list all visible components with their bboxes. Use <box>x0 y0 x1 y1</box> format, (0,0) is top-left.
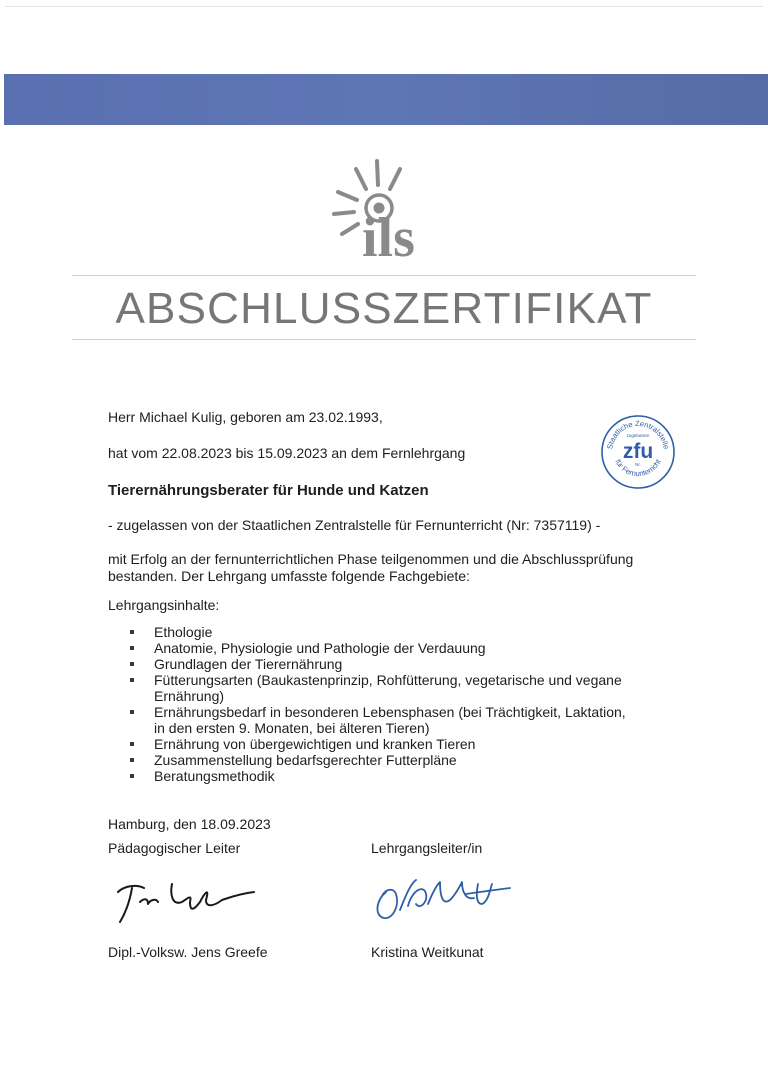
title-rule-top <box>72 275 696 276</box>
svg-text:Staatliche Zentralstelle: Staatliche Zentralstelle <box>605 418 671 450</box>
left-signatory-role: Pädagogischer Leiter <box>108 840 241 856</box>
list-item: Ernährungsbedarf in besonderen Lebensphasen (bei Trächtigkeit, Laktation, in den ersten 9. Monaten, bei älteren Tieren) <box>108 704 628 736</box>
list-item: Beratungsmethodik <box>108 768 628 784</box>
right-signatory-role: Lehrgangsleiter/in <box>371 840 483 856</box>
zfu-seal <box>600 414 676 490</box>
ils-logo <box>320 156 450 266</box>
right-signature <box>370 870 515 930</box>
list-item: Ethologie <box>108 624 628 640</box>
course-name: Tierernährungsberater für Hunde und Katzen <box>108 482 429 499</box>
list-item: Anatomie, Physiologie und Pathologie der Verdauung <box>108 640 628 656</box>
left-signatory-name: Dipl.-Volksw. Jens Greefe <box>108 944 268 960</box>
recipient-line: Herr Michael Kulig, geboren am 23.02.1993, <box>108 409 383 425</box>
left-signature <box>110 872 260 932</box>
svg-text:Nr.: Nr. <box>635 462 641 467</box>
period-line: hat vom 22.08.2023 bis 15.09.2023 an dem Fernlehrgang <box>108 445 466 461</box>
list-item: Zusammenstellung bedarfsgerechter Futterpläne <box>108 752 628 768</box>
title-rule-bottom <box>72 339 696 340</box>
contents-heading: Lehrgangsinhalte: <box>108 597 220 613</box>
svg-text:für Fernunterricht: für Fernunterricht <box>613 457 663 479</box>
svg-text:ils: ils <box>362 207 415 266</box>
list-item: Ernährung von übergewichtigen und kranken Tieren <box>108 736 628 752</box>
contents-list <box>108 624 628 784</box>
approval-line: - zugelassen von der Staatlichen Zentralstelle für Fernunterricht (Nr: 7357119) - <box>108 517 601 533</box>
list-item: Grundlagen der Tierernährung <box>108 656 628 672</box>
header-banner <box>4 74 768 125</box>
page-title: ABSCHLUSSZERTIFIKAT <box>115 284 653 333</box>
svg-text:zugelassen: zugelassen <box>626 433 650 438</box>
result-line-2: bestanden. Der Lehrgang umfasste folgende Fachgebiete: <box>108 568 470 584</box>
svg-text:zfu: zfu <box>622 440 654 463</box>
place-date: Hamburg, den 18.09.2023 <box>108 816 271 832</box>
top-border-line <box>5 6 763 7</box>
list-item: Fütterungsarten (Baukastenprinzip, Rohfütterung, vegetarische und vegane Ernährung) <box>108 672 628 704</box>
result-line-1: mit Erfolg an der fernunterrichtlichen Phase teilgenommen und die Abschlussprüfung <box>108 551 634 567</box>
right-signatory-name: Kristina Weitkunat <box>371 944 484 960</box>
